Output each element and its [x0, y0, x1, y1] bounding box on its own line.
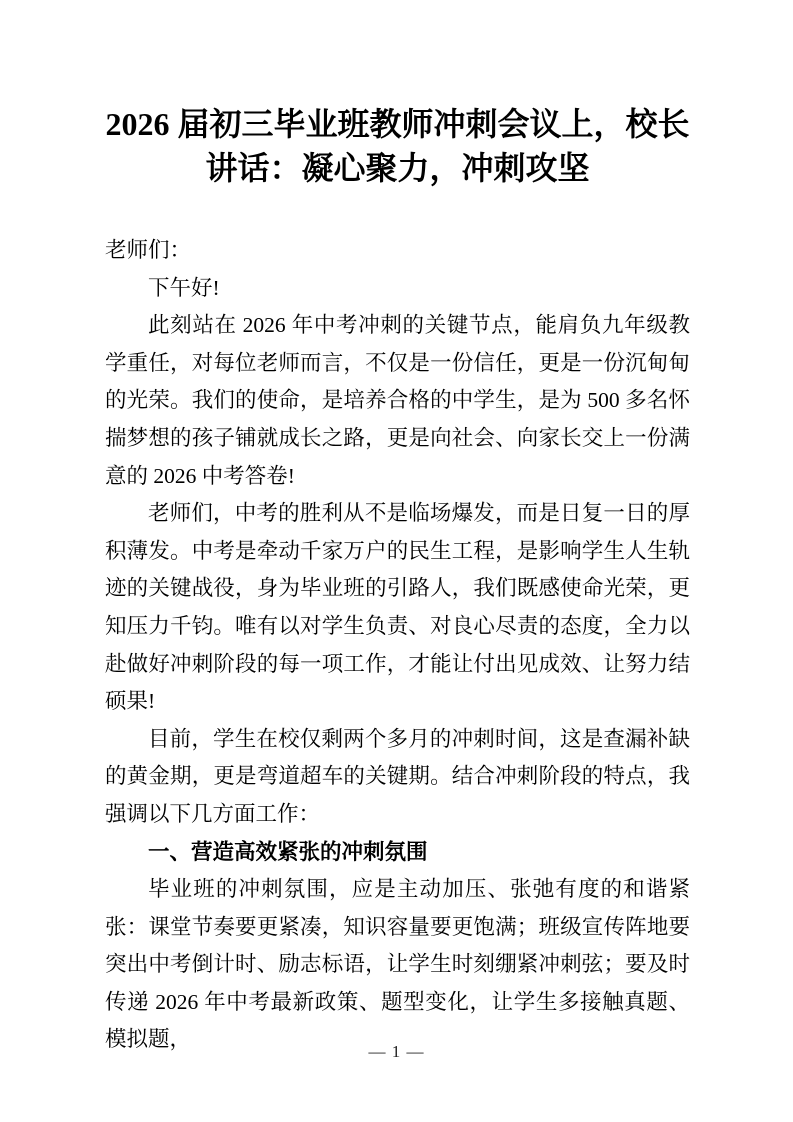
document-body: [105, 232, 690, 1059]
document-title: 2026 届初三毕业班教师冲刺会议上，校长讲话：凝心聚力，冲刺攻坚: [105, 106, 690, 186]
section-heading-1: 一、营造高效紧张的冲刺氛围: [148, 839, 428, 864]
body-paragraph-1: 此刻站在 2026 年中考冲刺的关键节点，能肩负九年级教学重任，对每位老师而言，不仅是一份信任，更是一份沉甸甸的光荣。我们的使命，是培养合格的中学生，是为 500 多名怀揣梦想的孩子铺就成长之路，更是向社会、向家长交上一份满意的 2026 中考答卷!: [105, 313, 690, 488]
document-content: [105, 0, 690, 1059]
body-paragraph-3: 目前，学生在校仅剩两个多月的冲刺时间，这是查漏补缺的黄金期，更是弯道超车的关键期。结合冲刺阶段的特点，我强调以下几方面工作：: [105, 726, 690, 826]
body-paragraph-2: 老师们，中考的胜利从不是临场爆发，而是日复一日的厚积薄发。中考是牵动千家万户的民生工程，是影响学生人生轨迹的关键战役，身为毕业班的引路人，我们既感使命光荣，更知压力千钧。唯有以对学生负责、对良心尽责的态度，全力以赴做好冲刺阶段的每一项工作，才能让付出见成效、让努力结硕果!: [105, 501, 690, 714]
greeting-paragraph: 下午好!: [148, 275, 220, 300]
body-paragraph-4: 毕业班的冲刺氛围，应是主动加压、张弛有度的和谐紧张：课堂节奏要更紧凑，知识容量要更饱满；班级宣传阵地要突出中考倒计时、励志标语，让学生时刻绷紧冲刺弦；要及时传递 2026 年中考最新政策、题型变化，让学生多接触真题、模拟题，: [105, 877, 690, 1052]
page-number: — 1 —: [368, 1042, 425, 1061]
salutation-line: 老师们：: [105, 238, 192, 262]
